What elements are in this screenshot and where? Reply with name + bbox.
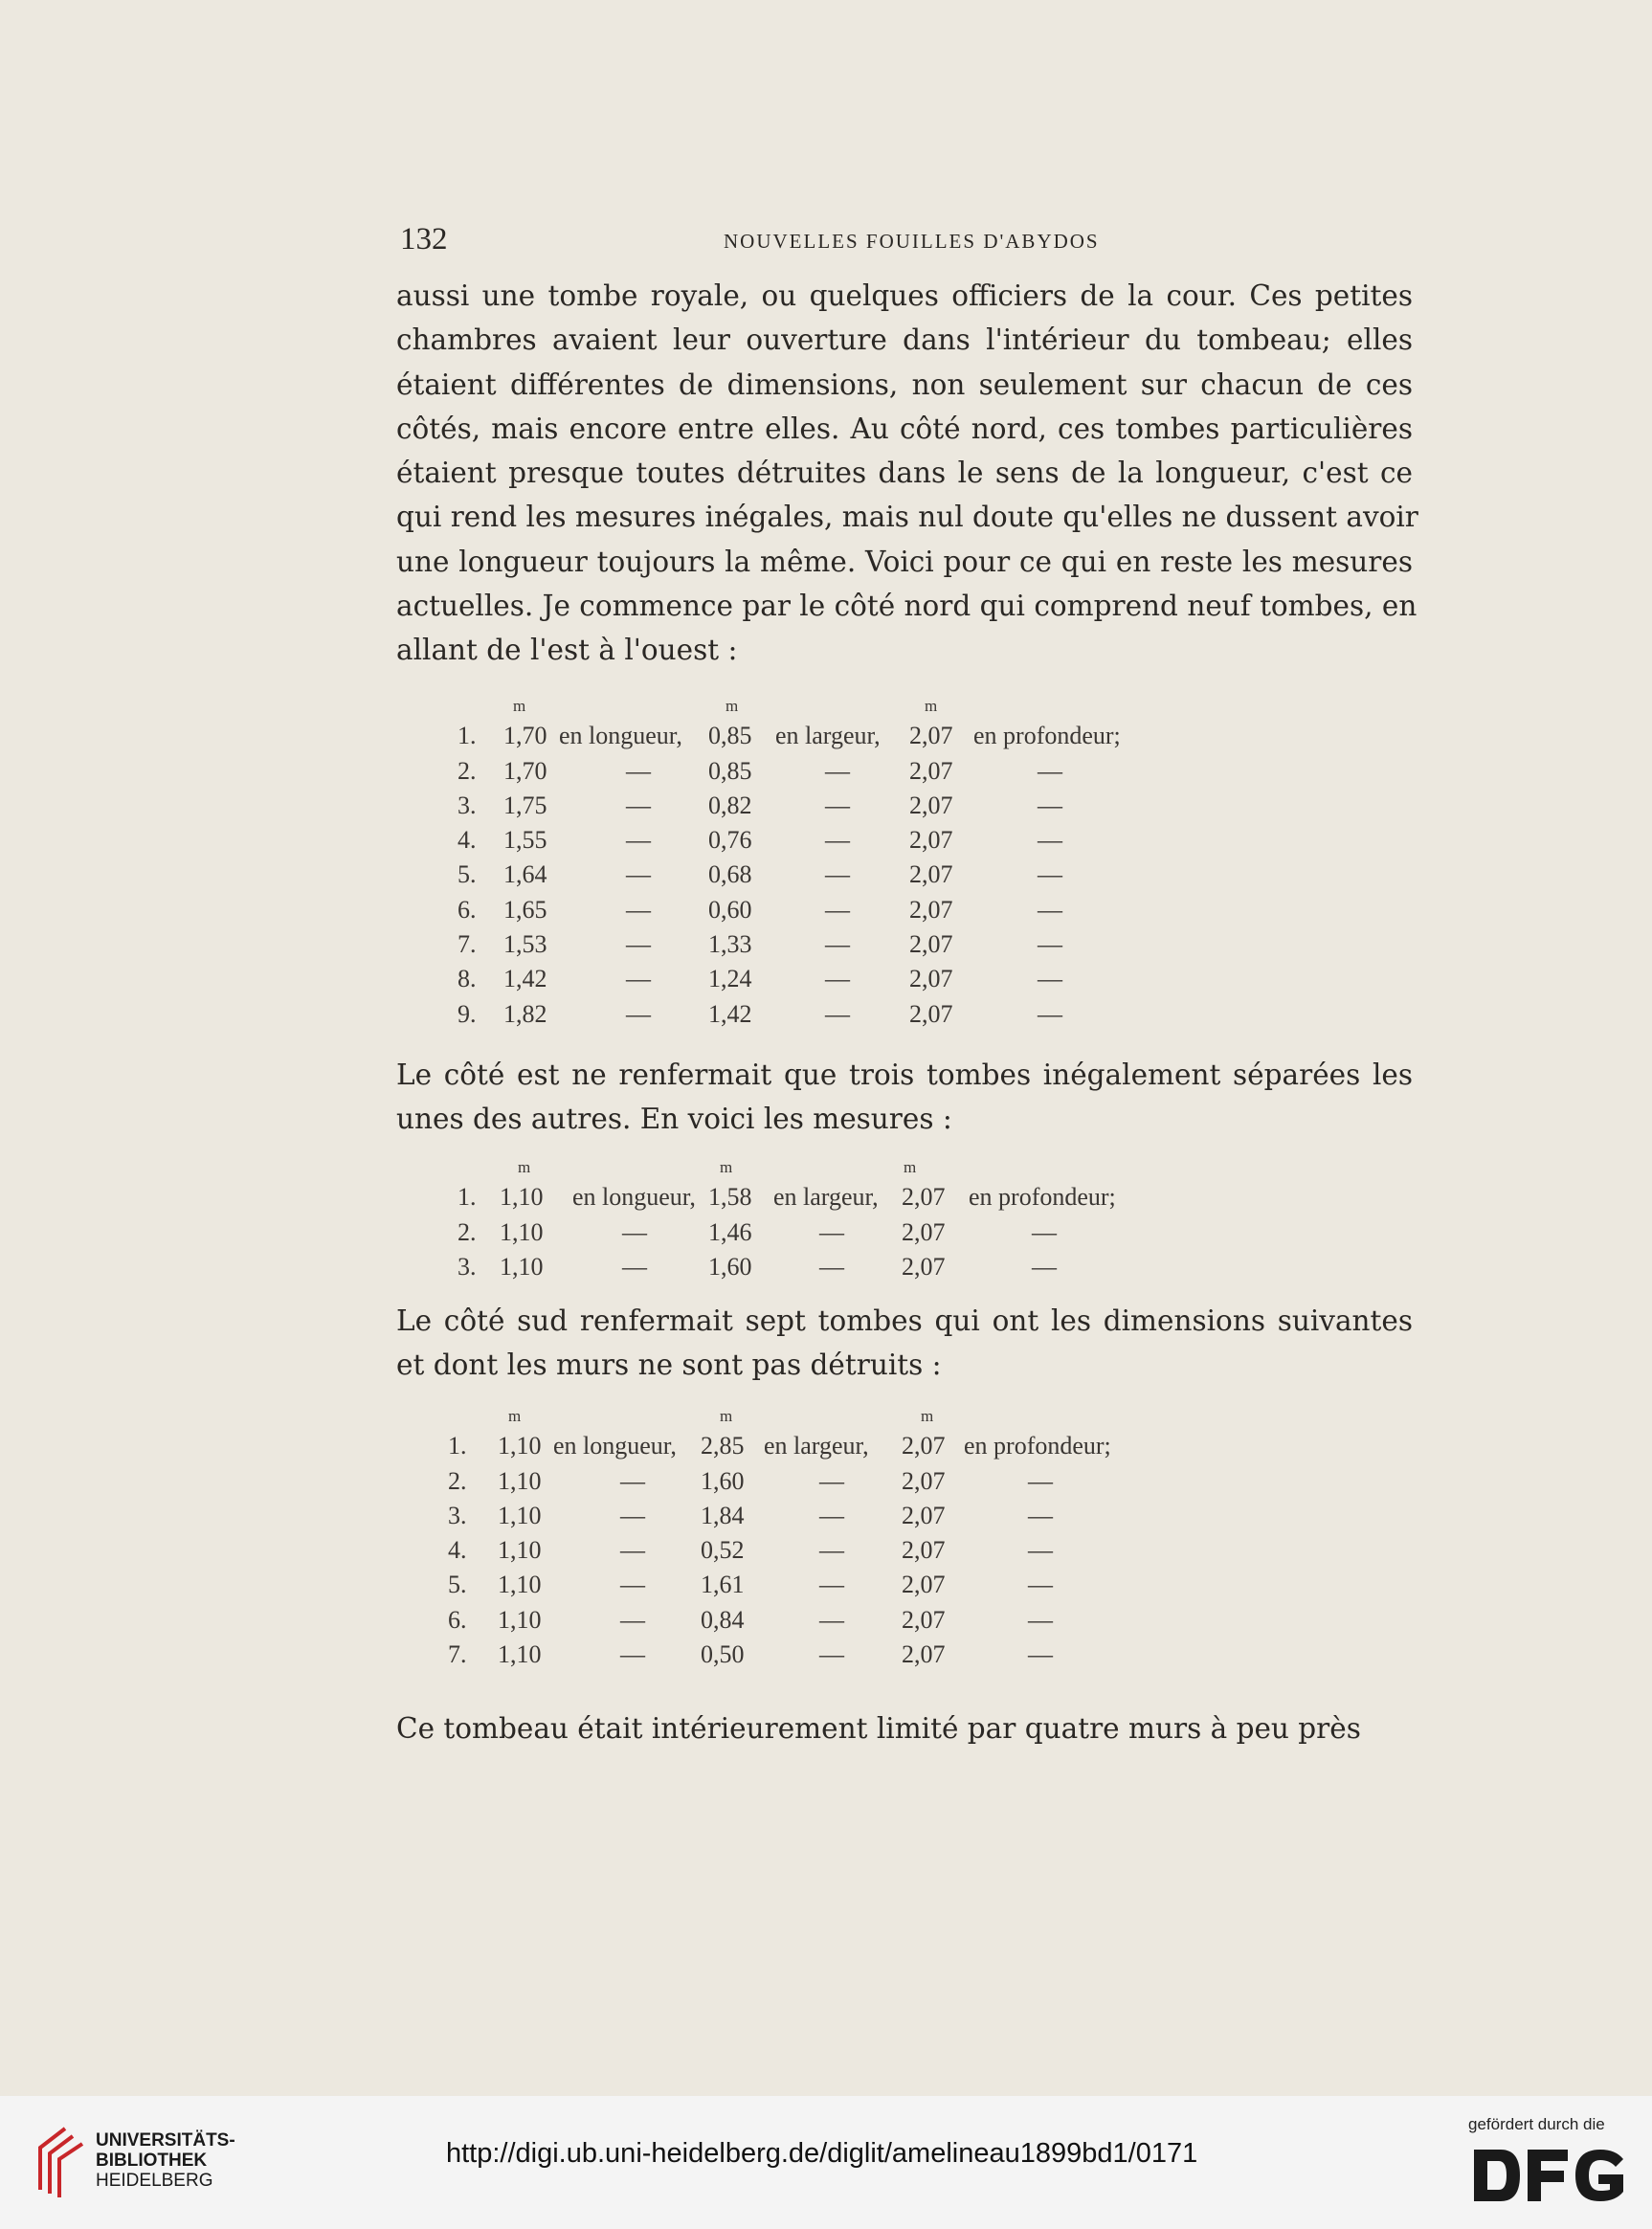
cell-l: 1,10 bbox=[500, 1217, 544, 1246]
text-line: une longueur toujours la même. Voici pour ce qui en reste les mesures bbox=[396, 545, 1413, 578]
cell-n: 1. bbox=[458, 722, 477, 750]
cell-w: 1,84 bbox=[701, 1501, 745, 1529]
cell-ll: — bbox=[622, 1217, 647, 1246]
table-row bbox=[0, 965, 1652, 999]
cell-ll: — bbox=[620, 1571, 645, 1599]
cell-ll: — bbox=[626, 791, 651, 819]
cell-dl: — bbox=[1028, 1571, 1053, 1599]
table-row bbox=[0, 1536, 1652, 1571]
cell-d: 2,07 bbox=[909, 930, 953, 959]
cell-ll: en longueur, bbox=[572, 1183, 696, 1212]
cell-w: 1,42 bbox=[708, 999, 752, 1028]
text-line: Le côté est ne renfermait que trois tombes inégalement séparées les bbox=[396, 1059, 1413, 1091]
paragraph-3 bbox=[396, 1299, 1413, 1388]
cell-wl: — bbox=[825, 999, 850, 1028]
cell-w: 1,24 bbox=[708, 965, 752, 993]
table-north-side bbox=[0, 687, 1652, 1035]
cell-d: 2,07 bbox=[902, 1466, 946, 1495]
cell-n: 1. bbox=[448, 1432, 467, 1460]
cell-w: 0,68 bbox=[708, 860, 752, 889]
cell-n: 2. bbox=[458, 756, 477, 785]
table-row bbox=[0, 1253, 1652, 1287]
cell-d: 2,07 bbox=[902, 1183, 946, 1212]
cell-dl: — bbox=[1032, 1252, 1057, 1281]
cell-w: 1,46 bbox=[708, 1217, 752, 1246]
table-south-side bbox=[0, 1397, 1652, 1675]
unit-label: m bbox=[513, 697, 526, 715]
table-row bbox=[0, 1467, 1652, 1502]
cell-l: 1,10 bbox=[498, 1640, 542, 1669]
cell-d: 2,07 bbox=[909, 965, 953, 993]
cell-d: 2,07 bbox=[909, 999, 953, 1028]
cell-d: 2,07 bbox=[902, 1571, 946, 1599]
cell-l: 1,70 bbox=[503, 722, 547, 750]
cell-w: 0,82 bbox=[708, 791, 752, 819]
cell-ll: — bbox=[626, 895, 651, 924]
cell-n: 3. bbox=[448, 1501, 467, 1529]
cell-dl: — bbox=[1038, 826, 1062, 855]
cell-ll: — bbox=[620, 1605, 645, 1634]
cell-l: 1,53 bbox=[503, 930, 547, 959]
cell-wl: — bbox=[819, 1501, 844, 1529]
cell-l: 1,70 bbox=[503, 756, 547, 785]
unit-label: m bbox=[904, 1158, 917, 1176]
cell-wl: — bbox=[819, 1571, 844, 1599]
cell-w: 0,85 bbox=[708, 722, 752, 750]
text-line: actuelles. Je commence par le côté nord qui comprend neuf tombes, en bbox=[396, 590, 1418, 623]
cell-l: 1,10 bbox=[500, 1252, 544, 1281]
page-header bbox=[0, 222, 1652, 260]
cell-ll: — bbox=[626, 930, 651, 959]
table-row bbox=[0, 1432, 1652, 1466]
funded-by-text: gefördert durch die bbox=[1468, 2115, 1605, 2133]
cell-ll: — bbox=[626, 756, 651, 785]
paragraph-1 bbox=[396, 274, 1418, 673]
table-row bbox=[0, 757, 1652, 791]
cell-n: 7. bbox=[458, 930, 477, 959]
cell-ll: — bbox=[626, 826, 651, 855]
library-name-line-2: BIBLIOTHEK bbox=[96, 2151, 208, 2171]
cell-n: 4. bbox=[448, 1536, 467, 1565]
cell-wl: — bbox=[825, 826, 850, 855]
table-row bbox=[0, 1000, 1652, 1035]
cell-d: 2,07 bbox=[909, 895, 953, 924]
cell-ll: — bbox=[626, 999, 651, 1028]
cell-l: 1,10 bbox=[500, 1183, 544, 1212]
cell-w: 0,84 bbox=[701, 1605, 745, 1634]
cell-dl: — bbox=[1038, 756, 1062, 785]
table-row bbox=[0, 860, 1652, 895]
dfg-logo-icon[interactable] bbox=[1472, 2146, 1627, 2205]
unit-label: m bbox=[726, 697, 739, 715]
text-line: côtés, mais encore entre elles. Au côté nord, ces tombes particulières bbox=[396, 412, 1413, 445]
cell-l: 1,64 bbox=[503, 860, 547, 889]
table-row bbox=[0, 896, 1652, 930]
cell-wl: — bbox=[825, 860, 850, 889]
running-title: NOUVELLES FOUILLES D'ABYDOS bbox=[724, 230, 1100, 253]
cell-ll: — bbox=[622, 1252, 647, 1281]
cell-n: 3. bbox=[458, 791, 477, 819]
cell-wl: — bbox=[819, 1217, 844, 1246]
text-line: unes des autres. En voici les mesures : bbox=[396, 1103, 952, 1136]
unit-label: m bbox=[921, 1407, 934, 1425]
cell-l: 1,10 bbox=[498, 1466, 542, 1495]
cell-n: 1. bbox=[458, 1183, 477, 1212]
cell-ll: — bbox=[620, 1536, 645, 1565]
cell-l: 1,75 bbox=[503, 791, 547, 819]
cell-n: 5. bbox=[458, 860, 477, 889]
cell-w: 0,60 bbox=[708, 895, 752, 924]
cell-n: 6. bbox=[448, 1605, 467, 1634]
text-line: étaient presque toutes détruites dans le sens de la longueur, c'est ce bbox=[396, 457, 1413, 490]
text-line: et dont les murs ne sont pas détruits : bbox=[396, 1349, 942, 1382]
cell-ll: — bbox=[620, 1466, 645, 1495]
paragraph-4 bbox=[396, 1706, 1413, 1750]
cell-dl: en profondeur; bbox=[969, 1183, 1116, 1212]
cell-n: 2. bbox=[458, 1217, 477, 1246]
cell-ll: — bbox=[626, 965, 651, 993]
cell-d: 2,07 bbox=[902, 1217, 946, 1246]
cell-w: 1,60 bbox=[701, 1466, 745, 1495]
cell-dl: en profondeur; bbox=[973, 722, 1121, 750]
text-line: allant de l'est à l'ouest : bbox=[396, 634, 738, 667]
cell-w: 1,33 bbox=[708, 930, 752, 959]
cell-n: 3. bbox=[458, 1252, 477, 1281]
cell-d: 2,07 bbox=[909, 722, 953, 750]
cell-wl: — bbox=[825, 756, 850, 785]
cell-d: 2,07 bbox=[909, 860, 953, 889]
cell-l: 1,42 bbox=[503, 965, 547, 993]
units-row bbox=[0, 1148, 1652, 1183]
table-east-side bbox=[0, 1148, 1652, 1287]
text-line: étaient différentes de dimensions, non seulement sur chacun de ces bbox=[396, 368, 1413, 401]
paragraph-2 bbox=[396, 1053, 1413, 1142]
library-name-line-3: HEIDELBERG bbox=[96, 2171, 213, 2191]
table-row bbox=[0, 1218, 1652, 1253]
cell-w: 0,85 bbox=[708, 756, 752, 785]
table-row bbox=[0, 1640, 1652, 1675]
cell-n: 7. bbox=[448, 1640, 467, 1669]
permalink-url[interactable]: http://digi.ub.uni-heidelberg.de/diglit/amelineau1899bd1/0171 bbox=[446, 2138, 1198, 2169]
cell-l: 1,10 bbox=[498, 1536, 542, 1565]
table-row bbox=[0, 1571, 1652, 1605]
cell-d: 2,07 bbox=[902, 1432, 946, 1460]
text-line: qui rend les mesures inégales, mais nul doute qu'elles ne dussent avoir bbox=[396, 501, 1418, 534]
cell-d: 2,07 bbox=[902, 1536, 946, 1565]
units-row bbox=[0, 687, 1652, 722]
table-row bbox=[0, 1502, 1652, 1536]
unit-label: m bbox=[925, 697, 938, 715]
cell-n: 5. bbox=[448, 1571, 467, 1599]
cell-dl: — bbox=[1028, 1605, 1053, 1634]
cell-wl: — bbox=[825, 895, 850, 924]
cell-wl: en largeur, bbox=[773, 1183, 879, 1212]
cell-dl: — bbox=[1038, 965, 1062, 993]
cell-l: 1,82 bbox=[503, 999, 547, 1028]
cell-d: 2,07 bbox=[909, 826, 953, 855]
cell-dl: — bbox=[1038, 930, 1062, 959]
cell-wl: en largeur, bbox=[764, 1432, 869, 1460]
cell-w: 1,61 bbox=[701, 1571, 745, 1599]
cell-wl: — bbox=[819, 1640, 844, 1669]
cell-dl: — bbox=[1028, 1501, 1053, 1529]
cell-wl: — bbox=[819, 1466, 844, 1495]
cell-wl: — bbox=[825, 965, 850, 993]
cell-n: 8. bbox=[458, 965, 477, 993]
cell-w: 0,76 bbox=[708, 826, 752, 855]
cell-d: 2,07 bbox=[902, 1501, 946, 1529]
cell-w: 1,60 bbox=[708, 1252, 752, 1281]
text-line: chambres avaient leur ouverture dans l'intérieur du tombeau; elles bbox=[396, 323, 1413, 357]
units-row bbox=[0, 1397, 1652, 1432]
cell-l: 1,10 bbox=[498, 1432, 542, 1460]
table-row bbox=[0, 826, 1652, 860]
cell-dl: — bbox=[1028, 1536, 1053, 1565]
cell-d: 2,07 bbox=[909, 791, 953, 819]
cell-w: 1,58 bbox=[708, 1183, 752, 1212]
cell-ll: — bbox=[620, 1501, 645, 1529]
cell-dl: — bbox=[1038, 791, 1062, 819]
table-row bbox=[0, 722, 1652, 756]
cell-w: 0,52 bbox=[701, 1536, 745, 1565]
cell-ll: — bbox=[626, 860, 651, 889]
footer-bar bbox=[0, 2096, 1652, 2229]
text-line: Ce tombeau était intérieurement limité par quatre murs à peu près bbox=[396, 1712, 1361, 1745]
cell-n: 4. bbox=[458, 826, 477, 855]
cell-l: 1,65 bbox=[503, 895, 547, 924]
cell-l: 1,10 bbox=[498, 1501, 542, 1529]
cell-d: 2,07 bbox=[902, 1640, 946, 1669]
cell-wl: — bbox=[819, 1536, 844, 1565]
cell-w: 0,50 bbox=[701, 1640, 745, 1669]
cell-dl: — bbox=[1038, 895, 1062, 924]
cell-d: 2,07 bbox=[902, 1252, 946, 1281]
unit-label: m bbox=[720, 1158, 733, 1176]
page-number: 132 bbox=[400, 222, 448, 256]
cell-ll: en longueur, bbox=[559, 722, 682, 750]
cell-n: 2. bbox=[448, 1466, 467, 1495]
library-logo-icon[interactable] bbox=[34, 2123, 92, 2199]
table-row bbox=[0, 791, 1652, 826]
cell-d: 2,07 bbox=[909, 756, 953, 785]
library-name[interactable] bbox=[96, 2130, 235, 2191]
cell-dl: — bbox=[1032, 1217, 1057, 1246]
cell-wl: — bbox=[819, 1252, 844, 1281]
cell-l: 1,10 bbox=[498, 1605, 542, 1634]
cell-wl: en largeur, bbox=[775, 722, 881, 750]
cell-dl: — bbox=[1038, 860, 1062, 889]
cell-dl: — bbox=[1028, 1640, 1053, 1669]
cell-wl: — bbox=[819, 1605, 844, 1634]
cell-l: 1,10 bbox=[498, 1571, 542, 1599]
text-line: aussi une tombe royale, ou quelques officiers de la cour. Ces petites bbox=[396, 279, 1413, 312]
cell-dl: en profondeur; bbox=[964, 1432, 1111, 1460]
table-row bbox=[0, 1183, 1652, 1217]
cell-w: 2,85 bbox=[701, 1432, 745, 1460]
cell-n: 6. bbox=[458, 895, 477, 924]
cell-l: 1,55 bbox=[503, 826, 547, 855]
unit-label: m bbox=[720, 1407, 733, 1425]
cell-wl: — bbox=[825, 930, 850, 959]
cell-dl: — bbox=[1028, 1466, 1053, 1495]
table-row bbox=[0, 1606, 1652, 1640]
cell-ll: — bbox=[620, 1640, 645, 1669]
cell-ll: en longueur, bbox=[553, 1432, 677, 1460]
unit-label: m bbox=[518, 1158, 531, 1176]
cell-n: 9. bbox=[458, 999, 477, 1028]
unit-label: m bbox=[508, 1407, 522, 1425]
library-name-line-1: UNIVERSITÄTS- bbox=[96, 2130, 235, 2151]
table-row bbox=[0, 930, 1652, 965]
text-line: Le côté sud renfermait sept tombes qui ont les dimensions suivantes bbox=[396, 1304, 1413, 1337]
cell-wl: — bbox=[825, 791, 850, 819]
cell-d: 2,07 bbox=[902, 1605, 946, 1634]
cell-dl: — bbox=[1038, 999, 1062, 1028]
